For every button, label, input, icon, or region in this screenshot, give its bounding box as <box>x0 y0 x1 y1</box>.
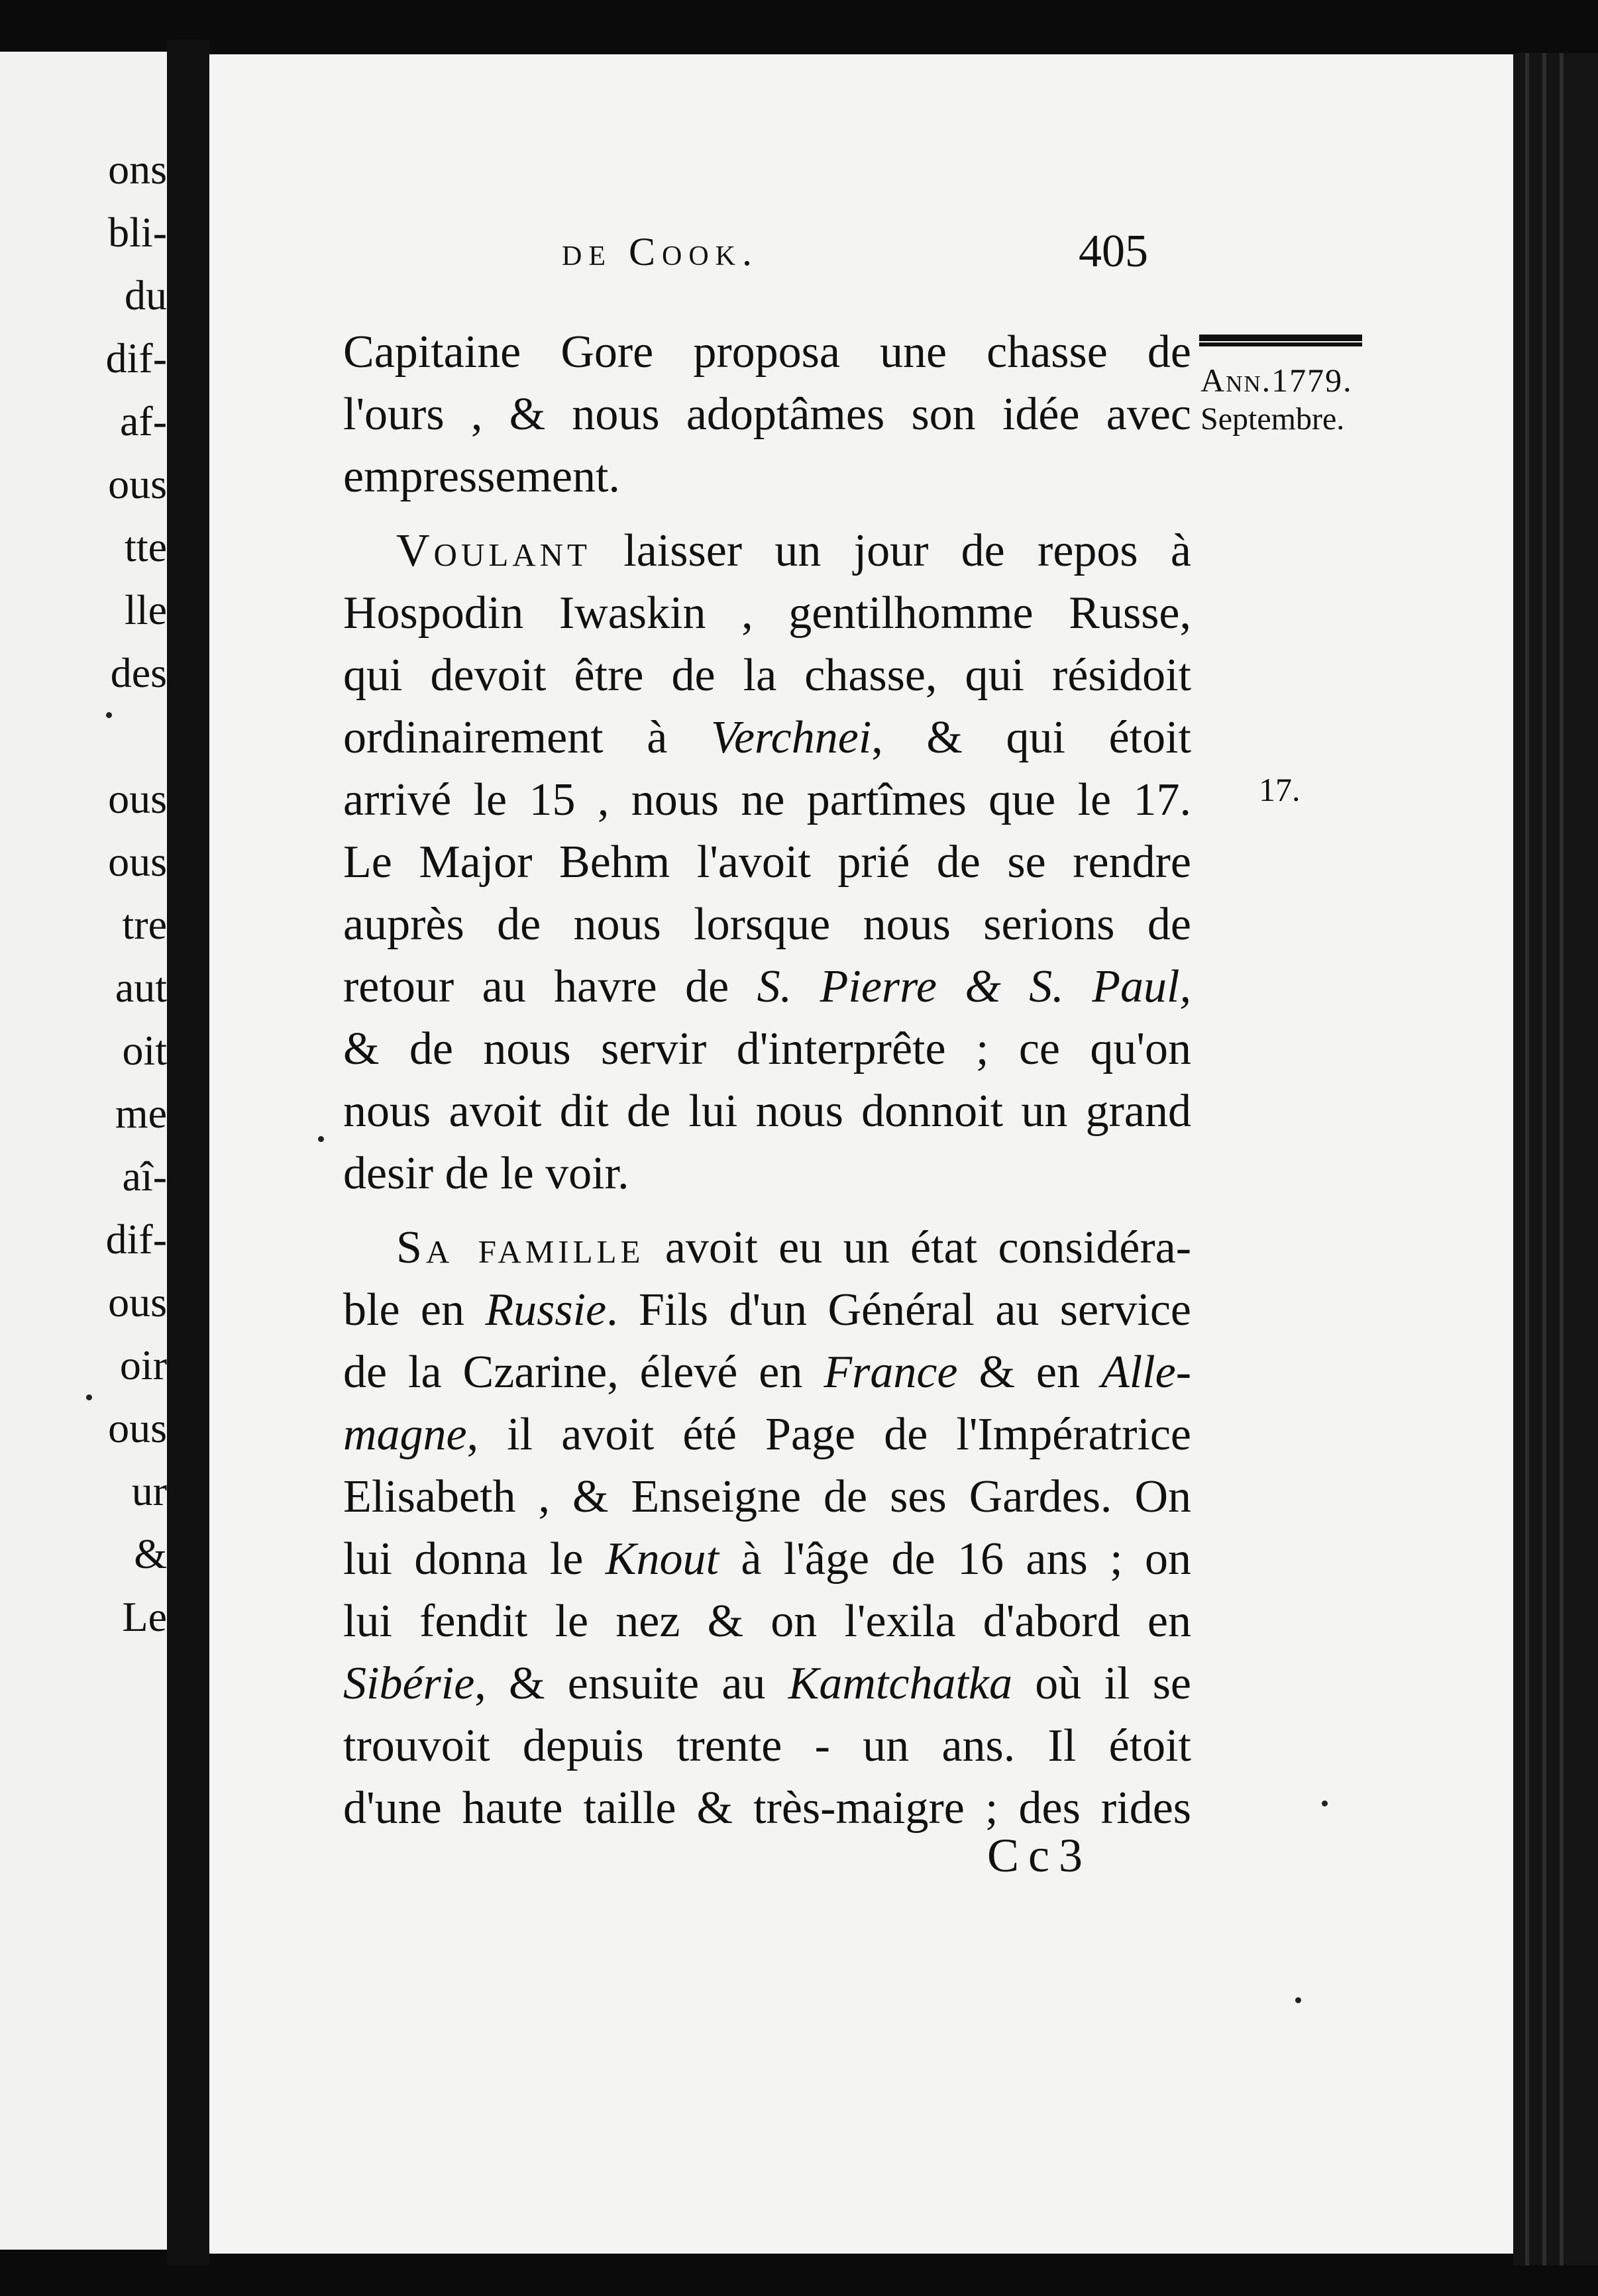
place-name: magne <box>343 1409 467 1460</box>
left-line-fragment: & <box>134 1530 167 1577</box>
text-line: trouvoit depuis trente - un ans. Il étoit <box>343 1720 1191 1771</box>
left-line-fragment: me <box>115 1090 167 1137</box>
left-line-fragment: ur <box>131 1467 167 1514</box>
place-name: France <box>824 1347 958 1398</box>
page-edges <box>1513 53 1598 2266</box>
text-line: Sa famille avoit eu un état considéra- <box>396 1222 1192 1273</box>
left-page-fragment <box>0 52 167 2250</box>
left-line-fragment: tre <box>122 901 167 948</box>
place-name: Kamtchatka <box>788 1658 1012 1709</box>
left-line-fragment: des <box>110 649 167 696</box>
lead-word: Voulant <box>396 525 591 576</box>
term-knout: Knout <box>605 1534 719 1585</box>
left-line-fragment: dif- <box>105 335 167 382</box>
left-line-fragment: lle <box>125 586 167 633</box>
text-line: desir de le voir. <box>343 1148 629 1199</box>
ink-speck <box>318 1136 324 1142</box>
text-line: magne, il avoit été Page de l'Impératrice <box>343 1409 1191 1460</box>
text-line: ble en Russie. Fils d'un Général au service <box>343 1284 1191 1335</box>
left-line-fragment: du <box>125 272 167 319</box>
place-name: Sibérie <box>343 1658 475 1709</box>
text-line: lui donna le Knout à l'âge de 16 ans ; on <box>343 1534 1192 1585</box>
left-line-fragment: ous <box>108 838 167 885</box>
text-line: lui fendit le nez & on l'exila d'abord en <box>343 1596 1191 1647</box>
page-number: 405 <box>1079 226 1148 277</box>
text-line: retour au havre de S. Pierre & S. Paul, <box>343 961 1191 1012</box>
place-name: S. Pierre & S. Paul, <box>757 961 1191 1012</box>
text-line: Sibérie, & ensuite au Kamtchatka où il se <box>343 1658 1192 1709</box>
text-line: l'ours , & nous adoptâmes son idée avec <box>343 389 1191 440</box>
left-line-fragment: dif- <box>105 1216 167 1263</box>
ink-speck <box>106 712 112 718</box>
left-line-fragment: ons <box>108 146 167 193</box>
book-gutter <box>167 40 209 2266</box>
margin-note-month: Septembre. <box>1200 401 1345 437</box>
place-name: Russie <box>485 1284 607 1335</box>
text-line: arrivé le 15 , nous ne partîmes que le 17. <box>343 774 1191 825</box>
left-line-fragment: Le <box>122 1593 167 1640</box>
margin-note-date: 17. <box>1259 771 1301 808</box>
left-line-fragment: oir <box>119 1341 167 1388</box>
left-line-fragment: ous <box>108 460 167 507</box>
left-line-fragment: ous <box>108 1278 167 1326</box>
left-line-fragment: ous <box>108 1404 167 1451</box>
running-title-de: de <box>562 230 612 274</box>
left-line-fragment: bli- <box>108 209 167 256</box>
left-line-fragment: af- <box>119 397 167 444</box>
ink-speck <box>1322 1800 1328 1806</box>
left-line-fragment: oit <box>122 1027 167 1074</box>
margin-double-rule <box>1199 335 1362 346</box>
text-line: Le Major Behm l'avoit prié de se rendre <box>343 837 1191 888</box>
text-line: ordinairement à Verchnei, & qui étoit <box>343 712 1191 763</box>
text-line: de la Czarine, élevé en France & en Alle- <box>343 1347 1192 1398</box>
signature-mark: Cc3 <box>987 1829 1092 1882</box>
text-line: auprès de nous lorsque nous serions de <box>343 899 1191 950</box>
text-line: d'une haute taille & très-maigre ; des rides <box>343 1783 1191 1834</box>
text-line: Capitaine Gore proposa une chasse de <box>343 327 1191 378</box>
text-line: Elisabeth , & Enseigne de ses Gardes. On <box>343 1471 1191 1522</box>
running-title-cook: Cook. <box>629 230 759 274</box>
place-name: Verchnei <box>710 712 872 763</box>
running-head <box>343 199 1204 291</box>
left-line-fragment: tte <box>125 523 167 570</box>
running-title <box>562 229 759 275</box>
text-line: Voulant laisser un jour de repos à <box>396 525 1191 576</box>
left-line-fragment: aut <box>115 964 167 1011</box>
text-line: qui devoit être de la chasse, qui résidoit <box>343 650 1191 701</box>
text-line: empressement. <box>343 451 620 502</box>
margin-note-year: Ann.1779. <box>1200 362 1353 399</box>
place-name: Alle- <box>1100 1347 1192 1398</box>
ink-speck <box>1295 1997 1301 2003</box>
text-line: Hospodin Iwaskin , gentilhomme Russe, <box>343 588 1191 639</box>
ink-speck <box>86 1394 92 1400</box>
left-line-fragment: ous <box>108 775 167 822</box>
text-line: nous avoit dit de lui nous donnoit un grand <box>343 1086 1191 1137</box>
body-text <box>343 321 1191 1840</box>
lead-word: Sa famille <box>396 1222 645 1273</box>
left-line-fragment: aî- <box>122 1153 167 1200</box>
text-line: & de nous servir d'interprête ; ce qu'on <box>343 1023 1191 1074</box>
